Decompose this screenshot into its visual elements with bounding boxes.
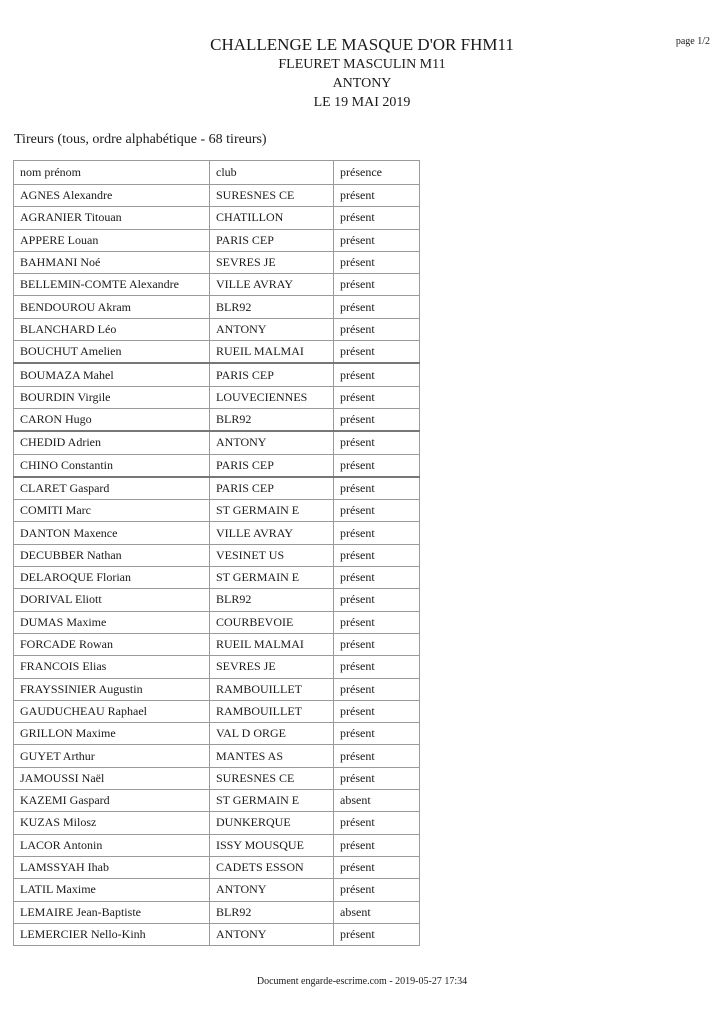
cell-presence: présent: [334, 656, 420, 678]
table-row: [14, 567, 420, 589]
cell-name: AGRANIER Titouan: [14, 207, 210, 229]
cell-name: BOURDIN Virgile: [14, 386, 210, 408]
table-row: [14, 274, 420, 296]
cell-name: CHINO Constantin: [14, 454, 210, 477]
table-row: [14, 923, 420, 945]
cell-club: SEVRES JE: [210, 251, 334, 273]
table-row: [14, 229, 420, 251]
cell-club: RUEIL MALMAI: [210, 633, 334, 655]
cell-name: BOUMAZA Mahel: [14, 363, 210, 386]
table-row: [14, 185, 420, 207]
cell-name: JAMOUSSI Naël: [14, 767, 210, 789]
cell-presence: présent: [334, 611, 420, 633]
fencers-table: [13, 160, 420, 946]
table-row: [14, 633, 420, 655]
cell-club: SURESNES CE: [210, 767, 334, 789]
cell-presence: présent: [334, 812, 420, 834]
cell-club: SURESNES CE: [210, 185, 334, 207]
table-header-row: [14, 161, 420, 185]
cell-name: DORIVAL Eliott: [14, 589, 210, 611]
cell-presence: absent: [334, 790, 420, 812]
table-row: [14, 431, 420, 454]
table-row: [14, 408, 420, 431]
cell-presence: présent: [334, 745, 420, 767]
cell-club: BLR92: [210, 408, 334, 431]
table-row: [14, 296, 420, 318]
event-category: FLEURET MASCULIN M11: [278, 57, 446, 72]
cell-name: AGNES Alexandre: [14, 185, 210, 207]
cell-name: BELLEMIN-COMTE Alexandre: [14, 274, 210, 296]
cell-name: LAMSSYAH Ihab: [14, 856, 210, 878]
cell-name: DUMAS Maxime: [14, 611, 210, 633]
column-header-presence: présence: [334, 161, 420, 185]
cell-presence: présent: [334, 251, 420, 273]
cell-club: BLR92: [210, 296, 334, 318]
cell-presence: présent: [334, 567, 420, 589]
cell-club: SEVRES JE: [210, 656, 334, 678]
cell-club: ANTONY: [210, 923, 334, 945]
table-row: [14, 700, 420, 722]
cell-presence: présent: [334, 341, 420, 364]
cell-presence: présent: [334, 185, 420, 207]
cell-presence: présent: [334, 318, 420, 340]
cell-name: LATIL Maxime: [14, 879, 210, 901]
table-row: [14, 251, 420, 273]
cell-club: ANTONY: [210, 431, 334, 454]
cell-club: PARIS CEP: [210, 454, 334, 477]
cell-name: BAHMANI Noé: [14, 251, 210, 273]
cell-name: COMITI Marc: [14, 500, 210, 522]
cell-name: KAZEMI Gaspard: [14, 790, 210, 812]
table-row: [14, 834, 420, 856]
table-row: [14, 589, 420, 611]
table-row: [14, 856, 420, 878]
cell-name: LEMERCIER Nello-Kinh: [14, 923, 210, 945]
table-row: [14, 611, 420, 633]
cell-club: ST GERMAIN E: [210, 567, 334, 589]
event-location: ANTONY: [332, 76, 392, 91]
cell-club: BLR92: [210, 901, 334, 923]
table-row: [14, 544, 420, 566]
cell-club: DUNKERQUE: [210, 812, 334, 834]
cell-club: ANTONY: [210, 879, 334, 901]
cell-name: DELAROQUE Florian: [14, 567, 210, 589]
cell-club: PARIS CEP: [210, 363, 334, 386]
cell-presence: présent: [334, 767, 420, 789]
cell-presence: présent: [334, 229, 420, 251]
cell-club: PARIS CEP: [210, 477, 334, 500]
cell-presence: présent: [334, 723, 420, 745]
cell-club: ST GERMAIN E: [210, 500, 334, 522]
cell-presence: présent: [334, 700, 420, 722]
table-row: [14, 745, 420, 767]
document-header: [0, 34, 724, 112]
table-row: [14, 500, 420, 522]
cell-name: BOUCHUT Amelien: [14, 341, 210, 364]
table-row: [14, 723, 420, 745]
cell-name: FRANCOIS Elias: [14, 656, 210, 678]
cell-name: GUYET Arthur: [14, 745, 210, 767]
table-row: [14, 363, 420, 386]
cell-presence: présent: [334, 296, 420, 318]
table-row: [14, 522, 420, 544]
cell-presence: présent: [334, 544, 420, 566]
cell-name: BENDOUROU Akram: [14, 296, 210, 318]
cell-presence: présent: [334, 633, 420, 655]
event-date: LE 19 MAI 2019: [313, 95, 411, 110]
document-footer: Document engarde-escrime.com - 2019-05-27 17:34: [256, 976, 468, 987]
column-header-club: club: [210, 161, 334, 185]
page-number: page 1/2: [675, 36, 710, 47]
cell-club: VILLE AVRAY: [210, 274, 334, 296]
table-row: [14, 341, 420, 364]
cell-club: LOUVECIENNES: [210, 386, 334, 408]
table-row: [14, 901, 420, 923]
cell-name: GRILLON Maxime: [14, 723, 210, 745]
cell-name: FORCADE Rowan: [14, 633, 210, 655]
cell-name: GAUDUCHEAU Raphael: [14, 700, 210, 722]
table-row: [14, 767, 420, 789]
cell-presence: présent: [334, 589, 420, 611]
cell-presence: présent: [334, 522, 420, 544]
cell-presence: présent: [334, 477, 420, 500]
cell-presence: présent: [334, 500, 420, 522]
table-row: [14, 812, 420, 834]
cell-presence: présent: [334, 454, 420, 477]
cell-presence: présent: [334, 363, 420, 386]
competition-title: CHALLENGE LE MASQUE D'OR FHM11: [210, 35, 514, 54]
cell-club: RUEIL MALMAI: [210, 341, 334, 364]
list-subtitle: Tireurs (tous, ordre alphabétique - 68 tireurs): [14, 132, 267, 147]
table-row: [14, 318, 420, 340]
cell-club: VILLE AVRAY: [210, 522, 334, 544]
cell-presence: présent: [334, 431, 420, 454]
cell-club: ISSY MOUSQUE: [210, 834, 334, 856]
cell-presence: présent: [334, 923, 420, 945]
cell-name: KUZAS Milosz: [14, 812, 210, 834]
cell-name: LACOR Antonin: [14, 834, 210, 856]
cell-name: DECUBBER Nathan: [14, 544, 210, 566]
cell-club: RAMBOUILLET: [210, 700, 334, 722]
table-row: [14, 656, 420, 678]
table-body: [14, 185, 420, 946]
cell-presence: présent: [334, 386, 420, 408]
cell-club: VESINET US: [210, 544, 334, 566]
cell-club: PARIS CEP: [210, 229, 334, 251]
cell-presence: présent: [334, 834, 420, 856]
cell-club: MANTES AS: [210, 745, 334, 767]
cell-club: CHATILLON: [210, 207, 334, 229]
table-row: [14, 879, 420, 901]
table-row: [14, 386, 420, 408]
cell-presence: présent: [334, 408, 420, 431]
cell-name: DANTON Maxence: [14, 522, 210, 544]
table-row: [14, 678, 420, 700]
cell-club: ST GERMAIN E: [210, 790, 334, 812]
cell-presence: absent: [334, 901, 420, 923]
cell-name: CARON Hugo: [14, 408, 210, 431]
table-row: [14, 790, 420, 812]
table-row: [14, 207, 420, 229]
cell-club: RAMBOUILLET: [210, 678, 334, 700]
table-row: [14, 454, 420, 477]
cell-name: CLARET Gaspard: [14, 477, 210, 500]
cell-name: LEMAIRE Jean-Baptiste: [14, 901, 210, 923]
cell-name: FRAYSSINIER Augustin: [14, 678, 210, 700]
cell-presence: présent: [334, 274, 420, 296]
cell-club: BLR92: [210, 589, 334, 611]
cell-presence: présent: [334, 856, 420, 878]
cell-club: CADETS ESSON: [210, 856, 334, 878]
cell-club: COURBEVOIE: [210, 611, 334, 633]
table-row: [14, 477, 420, 500]
cell-presence: présent: [334, 207, 420, 229]
cell-name: CHEDID Adrien: [14, 431, 210, 454]
cell-club: ANTONY: [210, 318, 334, 340]
cell-name: APPERE Louan: [14, 229, 210, 251]
cell-club: VAL D ORGE: [210, 723, 334, 745]
cell-presence: présent: [334, 678, 420, 700]
column-header-name: nom prénom: [14, 161, 210, 185]
cell-presence: présent: [334, 879, 420, 901]
cell-name: BLANCHARD Léo: [14, 318, 210, 340]
